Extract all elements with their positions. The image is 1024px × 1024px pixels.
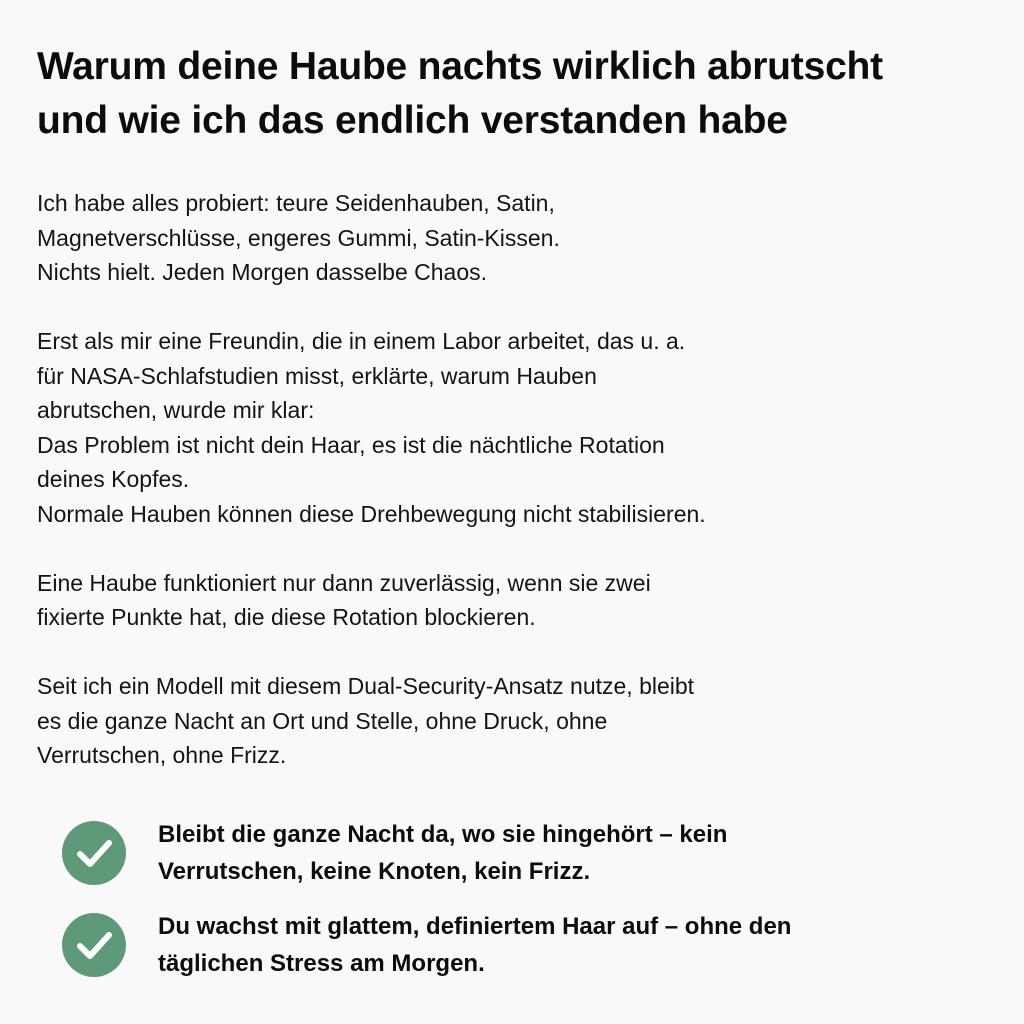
benefit-item [62,908,962,1000]
paragraph-line: Seit ich ein Modell mit diesem Dual-Security-Ansatz nutze, bleibt [37,673,695,699]
paragraph-intro [37,186,957,290]
paragraph-result [37,669,957,773]
paragraph-line: für NASA-Schlafstudien misst, erklärte, warum Hauben [37,362,597,389]
benefit-line: Du wachst mit glattem, definiertem Haar auf – ohne den [158,913,792,940]
paragraph-line: es die ganze Nacht an Ort und Stelle, ohne Druck, ohne [37,707,608,734]
headline-line: Warum deine Haube nachts wirklich abrutscht [37,45,883,88]
benefit-item [62,816,962,908]
paragraph-line: Normale Hauben können diese Drehbewegung nicht stabilisieren. [37,500,706,527]
headline-line: und wie ich das endlich verstanden habe [37,99,788,142]
paragraph-line: Magnetverschlüsse, engeres Gummi, Satin-Kissen. [37,224,560,251]
paragraph-requirement [37,566,957,635]
benefit-line: täglichen Stress am Morgen. [158,950,485,977]
benefit-text [158,816,938,890]
benefit-list [62,816,962,1000]
headline [37,40,987,148]
benefit-text [158,908,938,982]
paragraph-line: Nichts hielt. Jeden Morgen dasselbe Chaos. [37,259,488,285]
paragraph-line: Verrutschen, ohne Frizz. [37,742,287,768]
paragraph-explanation [37,324,957,531]
paragraph-line: Das Problem ist nicht dein Haar, es ist die nächtliche Rotation [37,431,665,458]
paragraph-line: deines Kopfes. [37,466,190,492]
paragraph-line: Erst als mir eine Freundin, die in einem Labor arbeitet, das u. a. [37,328,686,354]
checkmark-circle-icon [62,913,126,977]
paragraph-line: fixierte Punkte hat, die diese Rotation blockieren. [37,604,536,630]
article-body [37,186,957,807]
paragraph-line: Ich habe alles probiert: teure Seidenhauben, Satin, [37,190,555,216]
benefit-line: Bleibt die ganze Nacht da, wo sie hingehört – kein [158,821,728,848]
paragraph-line: Eine Haube funktioniert nur dann zuverlässig, wenn sie zwei [37,569,651,596]
paragraph-line: abrutschen, wurde mir klar: [37,397,315,423]
checkmark-circle-icon [62,821,126,885]
benefit-line: Verrutschen, keine Knoten, kein Frizz. [158,858,591,885]
